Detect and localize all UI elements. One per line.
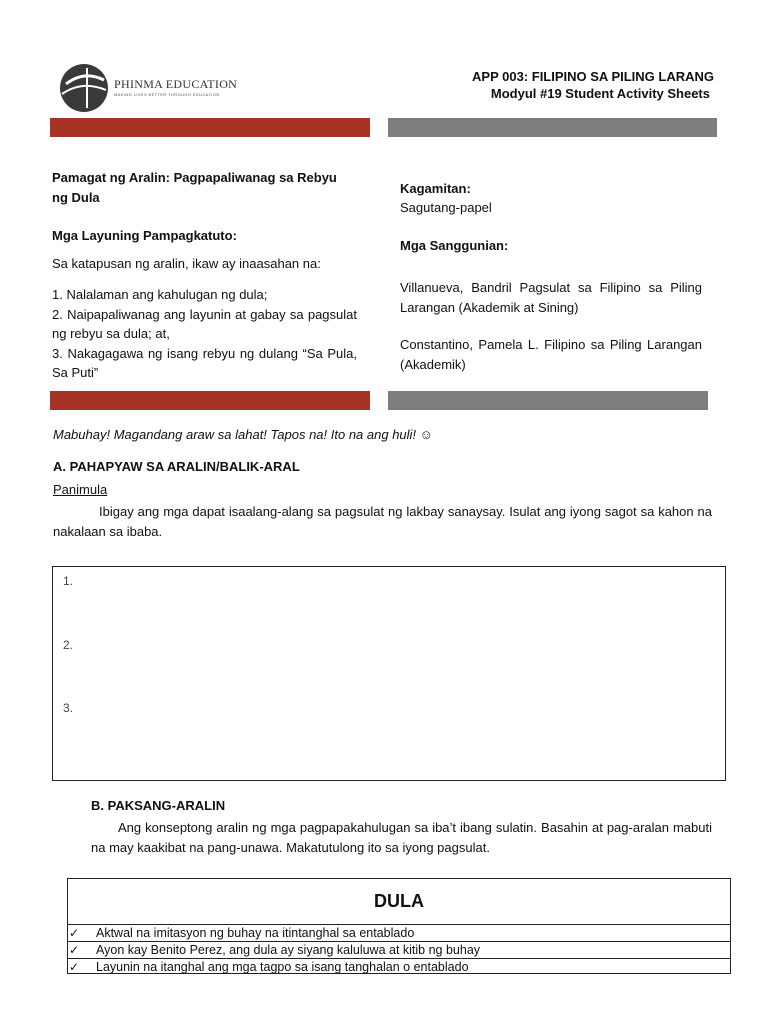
section-b-text: Ang konseptong aralin ng mga pagpapakahulugan sa iba’t ibang sulatin. Basahin at pag-aralan mabuti na may kaakibat na pang-unawa. Makatutulong ito sa iyong pagsulat. <box>91 820 712 855</box>
dula-row <box>68 925 730 942</box>
objectives-list <box>52 285 357 383</box>
section-a-heading: A. PAHAPYAW SA ARALIN/BALIK-ARAL <box>53 459 300 474</box>
dula-title: DULA <box>68 879 730 925</box>
top-bar-gray <box>388 118 717 137</box>
dula-row <box>68 942 730 959</box>
objective-item: 1. Nalalaman ang kahulugan ng dula; <box>52 287 268 302</box>
reference-item: Villanueva, Bandril Pagsulat sa Filipino sa Piling Larangan (Akademik at Sining) <box>400 280 702 315</box>
answer-box[interactable] <box>52 566 726 781</box>
middle-bar-red <box>50 391 370 410</box>
module-title: Modyul #19 Student Activity Sheets <box>490 86 710 101</box>
answer-number: 3. <box>63 701 74 715</box>
dula-item: Ayon kay Benito Perez, ang dula ay siyang kaluluwa at kitib ng buhay <box>96 943 481 957</box>
reference-item: Constantino, Pamela L. Filipino sa Piling Larangan (Akademik) <box>400 337 702 372</box>
phinma-logo-mark-icon <box>58 62 110 114</box>
materials-heading: Kagamitan: <box>400 181 471 196</box>
dula-row <box>68 959 730 975</box>
logo-tagline: MAKING LIVES BETTER THROUGH EDUCATION <box>114 92 220 97</box>
answer-number: 1. <box>63 574 74 588</box>
dula-table <box>67 878 731 974</box>
objectives-heading: Mga Layuning Pampagkatuto: <box>52 228 237 243</box>
top-bar-red <box>50 118 370 137</box>
lesson-title-line-1: Pamagat ng Aralin: Pagpapaliwanag sa Rebyu <box>52 170 337 185</box>
references-heading: Mga Sanggunian: <box>400 238 509 253</box>
logo-name: PHINMA EDUCATION <box>114 77 238 91</box>
section-b-heading: B. PAKSANG-ARALIN <box>91 798 226 813</box>
dula-item: Layunin na itanghal ang mga tagpo sa isang tanghalan o entablado <box>96 960 469 974</box>
answer-number: 2. <box>63 638 74 652</box>
objectives-intro: Sa katapusan ng aralin, ikaw ay inaasahan na: <box>52 256 321 271</box>
lesson-title-line-2: ng Dula <box>52 189 100 205</box>
section-a-instruction: Ibigay ang mga dapat isaalang-alang sa pagsulat ng lakbay sanaysay. Isulat ang iyong sagot sa kahon na nakalaan sa ibaba. <box>53 504 712 539</box>
course-title: APP 003: FILIPINO SA PILING LARANG <box>472 69 714 84</box>
dula-item: Aktwal na imitasyon ng buhay na itintanghal sa entablado <box>96 926 415 940</box>
checkmark-icon: ✓ <box>69 943 80 957</box>
greeting: Mabuhay! Magandang araw sa lahat! Tapos na! Ito na ang huli! ☺ <box>53 427 433 442</box>
materials-value: Sagutang-papel <box>400 200 492 215</box>
phinma-logo <box>58 62 238 114</box>
checkmark-icon: ✓ <box>69 960 80 974</box>
objective-item: 2. Naipapaliwanag ang layunin at gabay sa pagsulat ng rebyu sa dula; at, <box>52 306 357 341</box>
objective-item: 3. Nakagagawa ng isang rebyu ng dulang “Sa Pula, Sa Puti” <box>52 345 357 380</box>
checkmark-icon: ✓ <box>69 926 80 940</box>
middle-bar-gray <box>388 391 708 410</box>
lesson-title <box>52 168 362 207</box>
section-a-subheading: Panimula <box>53 482 108 497</box>
